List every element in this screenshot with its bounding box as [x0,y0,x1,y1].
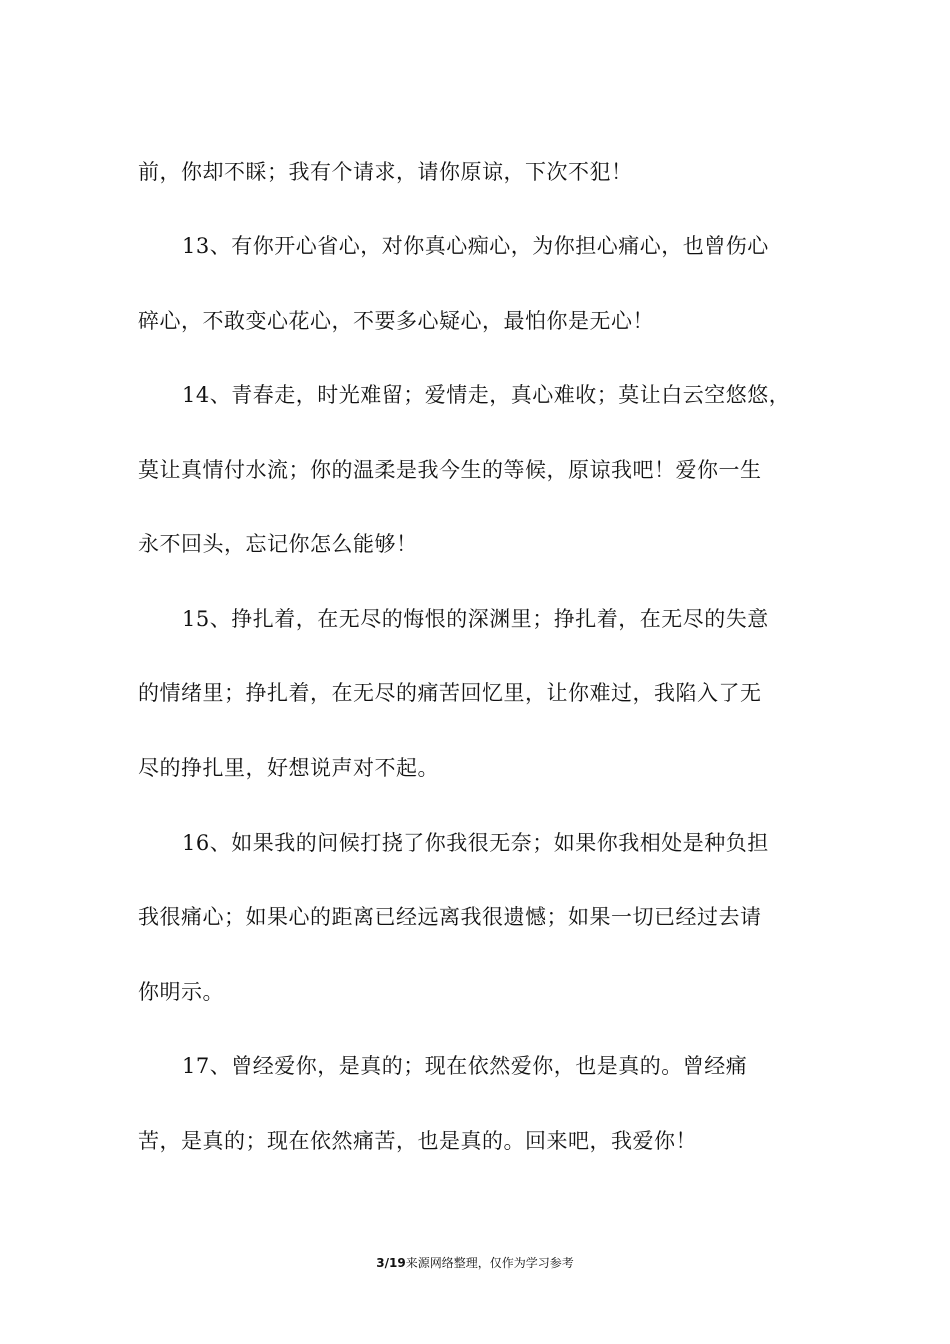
paragraph-15-line-3: 尽的挣扎里，好想说声对不起。 [138,756,439,780]
paragraph-15-line-2: 的情绪里；挣扎着，在无尽的痛苦回忆里，让你难过，我陷入了无 [138,681,762,705]
paragraph-13-line-2: 碎心，不敢变心花心，不要多心疑心，最怕你是无心！ [138,309,654,333]
page-number: 3/19 [376,1256,406,1270]
paragraph-16-line-3: 你明示。 [138,980,224,1004]
paragraph-17-line-2: 苦，是真的；现在依然痛苦，也是真的。回来吧，我爱你！ [138,1129,697,1153]
paragraph-17-line-1: 17、曾经爱你，是真的；现在依然爱你，也是真的。曾经痛 [182,1054,748,1078]
page-footer [0,1255,950,1271]
footer-note: 来源网络整理，仅作为学习参考 [405,1256,574,1270]
paragraph-14-line-2: 莫让真情付水流；你的温柔是我今生的等候，原谅我吧！爱你一生 [138,458,762,482]
paragraph-15-line-1: 15、挣扎着，在无尽的悔恨的深渊里；挣扎着，在无尽的失意 [182,607,769,631]
paragraph-13-line-1: 13、有你开心省心，对你真心痴心，为你担心痛心，也曾伤心 [182,234,769,258]
paragraph-16-line-2: 我很痛心；如果心的距离已经远离我很遗憾；如果一切已经过去请 [138,905,762,929]
paragraph-14-line-1: 14、青春走，时光难留；爱情走，真心难收；莫让白云空悠悠， [182,383,791,407]
paragraph-16-line-1: 16、如果我的问候打挠了你我很无奈；如果你我相处是种负担 [182,831,769,855]
text-line: 前，你却不睬；我有个请求，请你原谅，下次不犯！ [138,160,633,184]
paragraph-14-line-3: 永不回头，忘记你怎么能够！ [138,532,418,556]
